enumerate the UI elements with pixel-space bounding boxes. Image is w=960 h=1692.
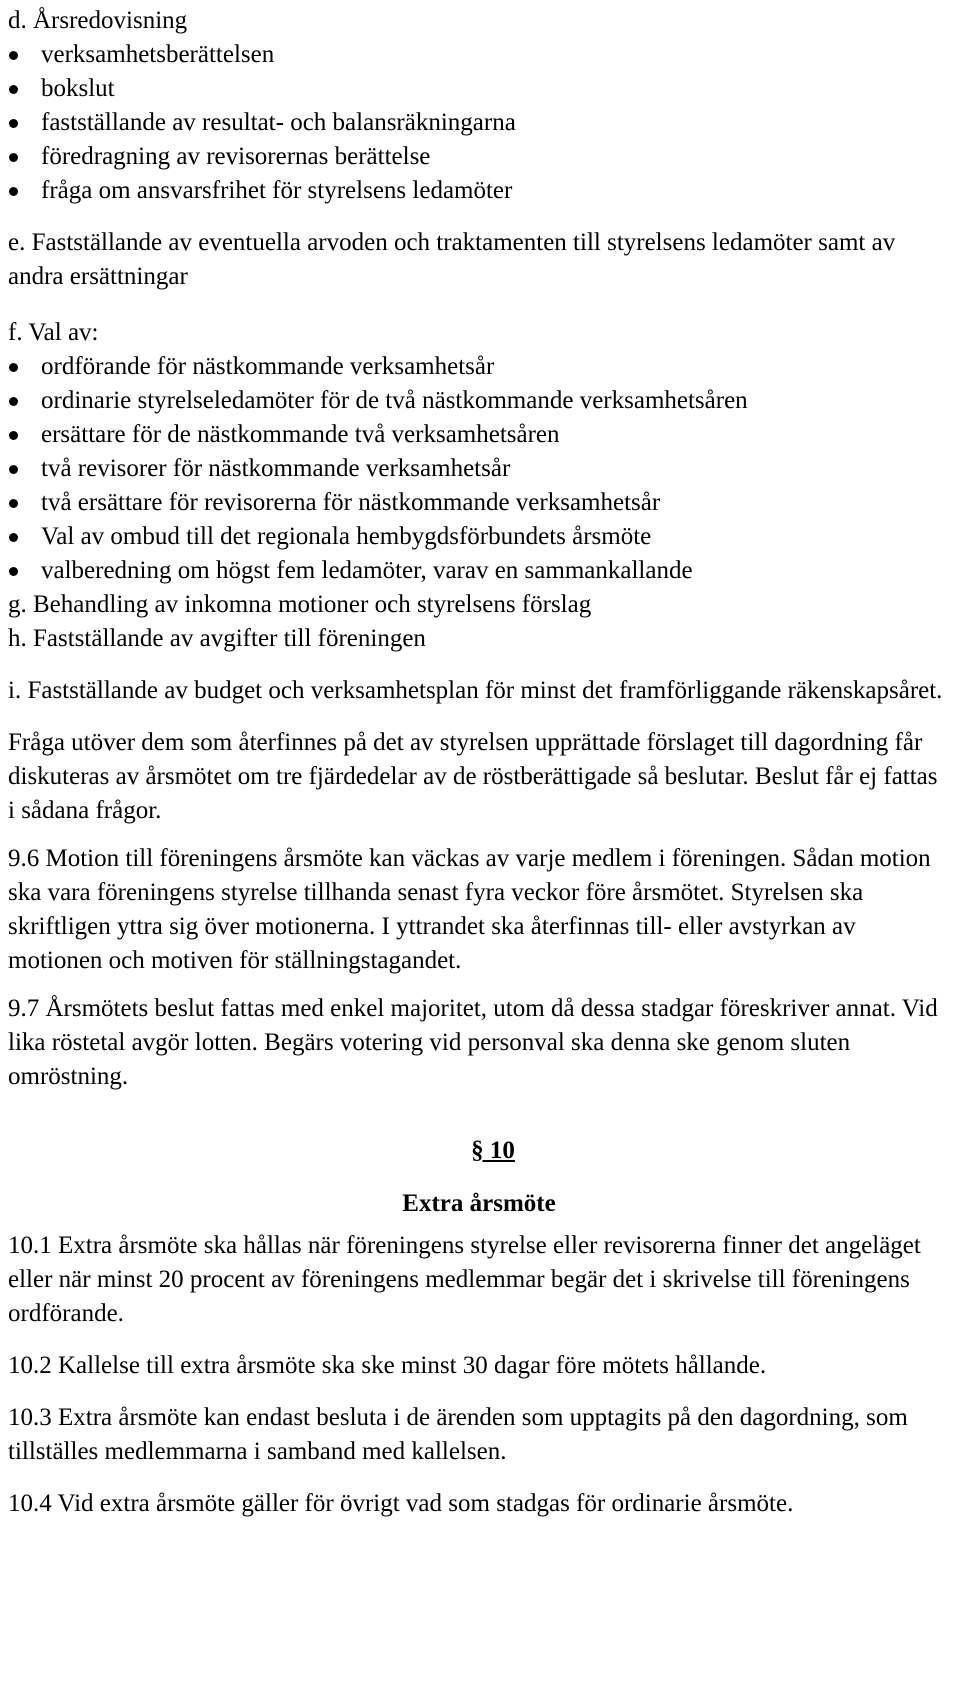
bullet-icon [9,187,18,196]
item-g-text: g. Behandling av inkomna motioner och styrelsens förslag [8,591,592,618]
list-item: ersättare för de nästkommande två verksamhetsåren [8,418,950,452]
item-f-heading: f. Val av: [8,319,99,346]
section-number: § 10 [471,1137,515,1164]
list-item: fråga om ansvarsfrihet för styrelsens ledamöter [8,174,950,208]
item-h-text: h. Fastställande av avgifter till föreningen [8,625,426,652]
bullet-icon [9,465,18,474]
section-title: Extra årsmöte [402,1190,556,1217]
item-d-heading: d. Årsredovisning [8,7,188,34]
list-item: ordförande för nästkommande verksamhetsår [8,350,950,384]
bullet-icon [9,567,18,576]
bullet-icon [9,397,18,406]
list-item: två ersättare för revisorerna för nästkommande verksamhetsår [8,486,950,520]
item-d-list [8,38,950,208]
list-item: valberedning om högst fem ledamöter, varav en sammankallande [8,554,950,588]
paragraph-fraga: Fråga utöver dem som återfinnes på det av styrelsen upprättade förslaget till dagordning får diskuteras av årsmötet om tre fjärdedelar av de röstberättigade så beslutar. Beslut får ej fattas i sådana frågor. [8,729,938,824]
list-item: föredragning av revisorernas berättelse [8,140,950,174]
paragraph-9-7: 9.7 Årsmötets beslut fattas med enkel majoritet, utom då dessa stadgar föreskriver annat. Vid lika röstetal avgör lotten. Begärs votering vid personval ska denna ske genom sluten omröstning. [8,995,938,1090]
bullet-icon [9,85,18,94]
paragraph-10-1: 10.1 Extra årsmöte ska hållas när föreningens styrelse eller revisorerna finner det angeläget eller när minst 20 procent av föreningens medlemmar begär det i skrivelse till föreningens ordförande. [8,1232,921,1327]
list-item: verksamhetsberättelsen [8,38,950,72]
item-e-text: e. Fastställande av eventuella arvoden och traktamenten till styrelsens ledamöter samt av andra ersättningar [8,229,896,290]
bullet-icon [9,533,18,542]
bullet-icon [9,431,18,440]
item-i-text: i. Fastställande av budget och verksamhetsplan för minst det framförliggande räkenskapsåret. [8,677,943,704]
list-item: två revisorer för nästkommande verksamhetsår [8,452,950,486]
bullet-icon [9,51,18,60]
paragraph-10-2: 10.2 Kallelse till extra årsmöte ska ske minst 30 dagar före mötets hållande. [8,1352,767,1379]
list-item: ordinarie styrelseledamöter för de två nästkommande verksamhetsåren [8,384,950,418]
paragraph-10-3: 10.3 Extra årsmöte kan endast besluta i de ärenden som upptagits på den dagordning, som tillställes medlemmarna i samband med kallelsen. [8,1404,908,1465]
list-item: Val av ombud till det regionala hembygdsförbundets årsmöte [8,520,950,554]
paragraph-9-6: 9.6 Motion till föreningens årsmöte kan väckas av varje medlem i föreningen. Sådan motion ska vara föreningens styrelse tillhanda senast fyra veckor före årsmötet. Styrelsen ska skriftligen yttra sig över motionerna. I yttrandet ska återfinnas till- eller avstyrkan av motionen och motiven för ställningstagandet. [8,845,931,974]
bullet-icon [9,119,18,128]
list-item: bokslut [8,72,950,106]
item-f-list [8,350,950,588]
list-item: fastställande av resultat- och balansräkningarna [8,106,950,140]
paragraph-10-4: 10.4 Vid extra årsmöte gäller för övrigt vad som stadgas för ordinarie årsmöte. [8,1490,794,1517]
bullet-icon [9,499,18,508]
bullet-icon [9,363,18,372]
bullet-icon [9,153,18,162]
